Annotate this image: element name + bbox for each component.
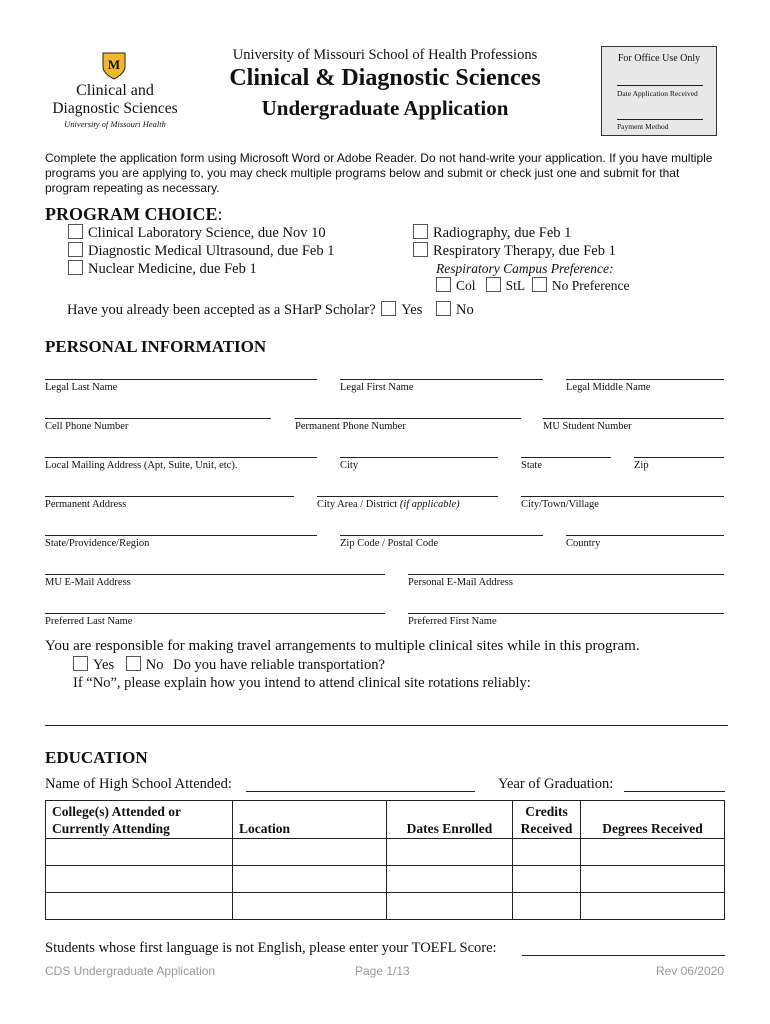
transport-question: Do you have reliable transportation? <box>173 657 385 673</box>
table-cell[interactable] <box>46 893 233 920</box>
state-province-field[interactable] <box>45 535 317 536</box>
payment-method-field[interactable] <box>617 119 703 120</box>
program-heading-colon: : <box>217 204 223 224</box>
graduation-year-field[interactable] <box>624 791 725 792</box>
header-line: Dates Enrolled <box>406 821 493 836</box>
city-field[interactable] <box>340 457 498 458</box>
city-area-note: (if applicable) <box>399 499 460 510</box>
postal-code-label: Zip Code / Postal Code <box>340 538 438 549</box>
program-option-label: Clinical Laboratory Science, due Nov 10 <box>88 225 326 241</box>
intro-text: Complete the application form using Microsoft Word or Adobe Reader. Do not hand-write your application. If you have multiple programs you are applying to, you may check multiple programs below and submit or check just one and submit for that program repeating as necessary. <box>45 151 713 195</box>
column-header-dates <box>387 801 513 839</box>
transport-yes-option[interactable] <box>73 657 114 673</box>
mu-email-label: MU E-Mail Address <box>45 577 131 588</box>
program-option[interactable] <box>413 242 616 260</box>
table-cell[interactable] <box>387 839 513 866</box>
high-school-field[interactable] <box>246 791 475 792</box>
table-cell[interactable] <box>233 893 387 920</box>
sharp-no-label: No <box>456 302 474 318</box>
campus-option-none[interactable] <box>532 278 630 293</box>
header-line: Degrees Received <box>602 821 703 836</box>
high-school-row <box>45 776 232 793</box>
campus-option-stl[interactable] <box>486 278 526 293</box>
column-header-degrees <box>581 801 725 839</box>
program-checkbox[interactable] <box>68 242 83 257</box>
school-name: University of Missouri School of Health Professions <box>232 47 538 63</box>
legal-middle-name-field[interactable] <box>566 379 724 380</box>
sharp-yes-option[interactable] <box>381 302 422 318</box>
date-received-field[interactable] <box>617 85 703 86</box>
personal-email-label: Personal E-Mail Address <box>408 577 513 588</box>
table-cell[interactable] <box>513 866 581 893</box>
logo-line-2: Diagnostic Sciences <box>52 100 178 117</box>
program-option[interactable] <box>68 224 334 242</box>
program-checkbox[interactable] <box>68 224 83 239</box>
mu-shield-icon <box>102 52 126 80</box>
mu-student-number-field[interactable] <box>543 418 724 419</box>
table-cell[interactable] <box>581 893 725 920</box>
table-row <box>46 839 725 866</box>
campus-option-label: Col <box>456 278 476 293</box>
legal-last-name-label: Legal Last Name <box>45 382 118 393</box>
payment-method-label: Payment Method <box>617 122 669 131</box>
campus-option-label: No Preference <box>551 278 630 293</box>
personal-info-heading: PERSONAL INFORMATION <box>45 337 267 356</box>
city-area-field[interactable] <box>317 496 498 497</box>
page-subtitle: Undergraduate Application <box>261 96 509 120</box>
column-header-location <box>233 801 387 839</box>
mu-logo <box>50 52 180 132</box>
state-field[interactable] <box>521 457 611 458</box>
transport-explanation-field[interactable] <box>45 725 728 726</box>
program-option[interactable] <box>413 224 616 242</box>
legal-first-name-field[interactable] <box>340 379 543 380</box>
program-checkbox[interactable] <box>413 242 428 257</box>
campus-checkbox[interactable] <box>436 277 451 292</box>
table-cell[interactable] <box>387 866 513 893</box>
program-option-label: Respiratory Therapy, due Feb 1 <box>433 243 616 259</box>
office-use-box <box>601 46 717 136</box>
program-heading-text: PROGRAM CHOICE <box>45 204 218 224</box>
campus-checkbox[interactable] <box>532 277 547 292</box>
table-cell[interactable] <box>387 893 513 920</box>
country-field[interactable] <box>566 535 724 536</box>
campus-label-colon: : <box>608 261 614 276</box>
program-option[interactable] <box>68 242 334 260</box>
program-left-options <box>68 224 334 278</box>
transport-no-checkbox[interactable] <box>126 656 141 671</box>
table-cell[interactable] <box>46 839 233 866</box>
postal-code-field[interactable] <box>340 535 543 536</box>
transport-no-option[interactable] <box>126 657 164 673</box>
program-option-label: Radiography, due Feb 1 <box>433 225 572 241</box>
sharp-yes-label: Yes <box>401 302 423 318</box>
travel-statement: You are responsible for making travel arrangements to multiple clinical sites while in this program. <box>45 638 640 654</box>
campus-preference-label <box>436 261 613 277</box>
toefl-label: Students whose first language is not English, please enter your TOEFL Score: <box>45 940 497 956</box>
legal-middle-name-label: Legal Middle Name <box>566 382 651 393</box>
permanent-phone-label: Permanent Phone Number <box>295 421 406 432</box>
office-use-title: For Office Use Only <box>617 53 701 64</box>
program-option[interactable] <box>68 260 334 278</box>
header-line: Location <box>239 821 291 836</box>
mu-email-field[interactable] <box>45 574 385 575</box>
preferred-last-name-field[interactable] <box>45 613 385 614</box>
country-label: Country <box>566 538 601 549</box>
sharp-no-option[interactable] <box>436 302 474 318</box>
local-address-label: Local Mailing Address (Apt, Suite, Unit, etc). <box>45 460 238 471</box>
logo-line-1: Clinical and <box>76 82 154 99</box>
footer-revision: Rev 06/2020 <box>655 964 724 978</box>
program-choice-heading <box>45 204 223 225</box>
table-row <box>46 866 725 893</box>
page-title: Clinical & Diagnostic Sciences <box>229 65 541 91</box>
toefl-score-field[interactable] <box>522 955 725 956</box>
table-row <box>46 893 725 920</box>
header-line: Credits <box>525 804 568 819</box>
zip-field[interactable] <box>634 457 724 458</box>
legal-last-name-field[interactable] <box>45 379 317 380</box>
date-received-label: Date Application Received <box>617 89 698 98</box>
permanent-phone-field[interactable] <box>295 418 521 419</box>
campus-option-col[interactable] <box>436 278 476 293</box>
logo-line-3: University of Missouri Health <box>64 119 166 129</box>
program-option-label: Nuclear Medicine, due Feb 1 <box>88 261 257 277</box>
sharp-question: Have you already been accepted as a SHarP Scholar? <box>67 302 376 318</box>
state-province-label: State/Providence/Region <box>45 538 150 549</box>
cell-phone-field[interactable] <box>45 418 271 419</box>
permanent-address-field[interactable] <box>45 496 294 497</box>
header-line: Received <box>520 821 573 836</box>
transport-explain-prompt: If “No”, please explain how you intend to attend clinical site rotations reliably: <box>73 675 531 691</box>
education-heading: EDUCATION <box>45 748 148 767</box>
cell-phone-label: Cell Phone Number <box>45 421 129 432</box>
city-town-label: City/Town/Village <box>521 499 599 510</box>
sharp-question-row <box>67 301 474 319</box>
transport-no-label: No <box>145 657 164 673</box>
mu-student-number-label: MU Student Number <box>543 421 632 432</box>
svg-text:M: M <box>107 57 121 72</box>
sharp-yes-checkbox[interactable] <box>381 301 396 316</box>
table-cell[interactable] <box>513 839 581 866</box>
preferred-last-name-label: Preferred Last Name <box>45 616 133 627</box>
transport-question-row <box>73 656 385 674</box>
zip-label: Zip <box>634 460 649 471</box>
column-header-credits <box>513 801 581 839</box>
table-cell[interactable] <box>513 893 581 920</box>
footer-left: CDS Undergraduate Application <box>45 964 216 978</box>
legal-first-name-label: Legal First Name <box>340 382 414 393</box>
program-right-options <box>413 224 616 260</box>
header-line: Currently Attending <box>52 821 170 836</box>
program-checkbox[interactable] <box>413 224 428 239</box>
permanent-address-label: Permanent Address <box>45 499 127 510</box>
table-cell[interactable] <box>233 839 387 866</box>
transport-yes-label: Yes <box>93 657 115 673</box>
city-area-label <box>317 499 460 510</box>
city-label: City <box>340 460 359 471</box>
column-header-college <box>46 801 233 839</box>
campus-options <box>436 277 630 294</box>
footer-page-number: Page 1/13 <box>355 964 410 978</box>
personal-email-field[interactable] <box>408 574 724 575</box>
graduation-year-label: Year of Graduation: <box>498 776 614 792</box>
program-option-label: Diagnostic Medical Ultrasound, due Feb 1 <box>88 243 335 259</box>
state-label: State <box>521 460 542 471</box>
preferred-first-name-label: Preferred First Name <box>408 616 497 627</box>
table-cell[interactable] <box>581 866 725 893</box>
program-checkbox[interactable] <box>68 260 83 275</box>
high-school-label: Name of High School Attended: <box>45 776 232 792</box>
local-address-field[interactable] <box>45 457 317 458</box>
campus-checkbox[interactable] <box>486 277 501 292</box>
table-cell[interactable] <box>46 866 233 893</box>
campus-label-text: Respiratory Campus Preference <box>436 261 609 276</box>
table-cell[interactable] <box>233 866 387 893</box>
campus-option-label: StL <box>505 278 526 293</box>
city-area-text: City Area / District <box>317 499 398 510</box>
city-town-field[interactable] <box>521 496 724 497</box>
table-header-row <box>46 801 725 839</box>
transport-yes-checkbox[interactable] <box>73 656 88 671</box>
sharp-no-checkbox[interactable] <box>436 301 451 316</box>
header-line: College(s) Attended or <box>52 804 181 819</box>
education-table <box>45 800 725 920</box>
table-cell[interactable] <box>581 839 725 866</box>
preferred-first-name-field[interactable] <box>408 613 724 614</box>
